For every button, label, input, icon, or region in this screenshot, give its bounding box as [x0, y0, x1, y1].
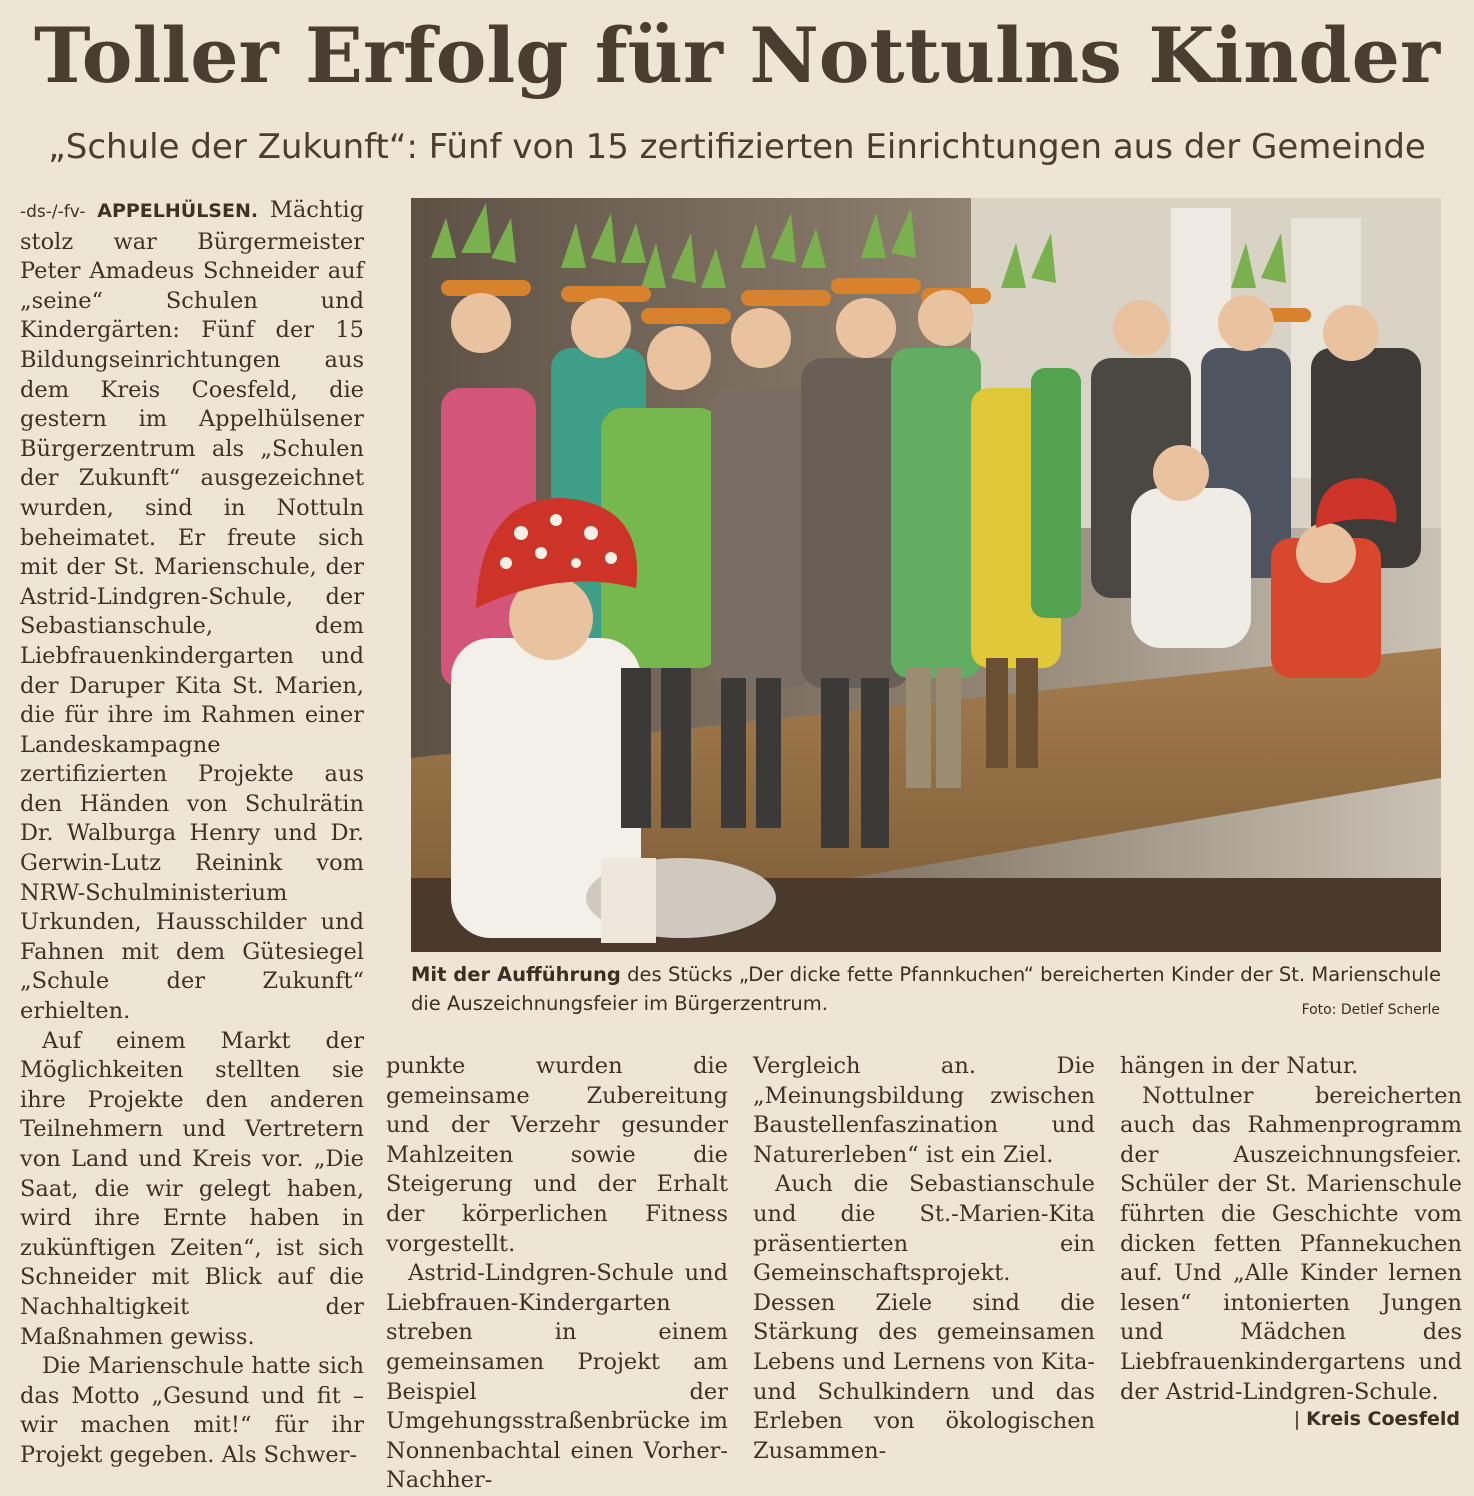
- col3-paragraph-1: Vergleich an. Die „Meinungsbildung zwischen Baustellenfaszination und Naturerleben“ ist ein Ziel.: [753, 1053, 1095, 1168]
- caption-text: des Stücks „Der dicke fette Pfannkuchen“ bereicherten Kinder der St. Marienschule die Auszeichnungsfeier im Bürgerzentrum.: [411, 963, 1441, 1015]
- source-divider: |: [1293, 1408, 1301, 1430]
- article-column-4: [1120, 1052, 1462, 1407]
- col4-paragraph-1: hängen in der Natur.: [1120, 1053, 1359, 1079]
- article-column-2: [386, 1052, 728, 1496]
- paragraph-1: [20, 196, 364, 1027]
- headline: Toller Erfolg für Nottulns Kinder: [33, 11, 1441, 100]
- col2-paragraph-1: punkte wurden die gemeinsame Zubereitung und der Verzehr gesunder Mahlzeiten sowie die Steigerung und der Erhalt der körperlichen Fitness vorgestellt.: [386, 1053, 728, 1257]
- photo-children-performance: [411, 198, 1441, 952]
- paragraph-1-text: Mächtig stolz war Bürgermeister Peter Amadeus Schneider auf „seine“ Schulen und Kindergärten: Fünf der 15 Bildungseinrichtungen aus dem Kreis Coesfeld, die gestern im Appelhülsener Bürgerzentrum als „Schulen der Zukunft“ ausgezeichnet wurden, sind in Nottuln beheimatet. Er freute sich mit der St. Marienschule, der Astrid-Lindgren-Schule, der Sebastianschule, dem Liebfrauenkindergarten und der Daruper Kita St. Marien, die für ihre im Rahmen einer Landeskampagne zertifizierten Projekte aus den Händen von Schulrätin Dr. Walburga Henry und Dr. Gerwin-Lutz Reinink vom NRW-Schulministerium Urkunden, Hausschilder und Fahnen mit dem Gütesiegel „Schule der Zukunft“ erhielten.: [20, 197, 365, 1025]
- caption-lead: Mit der Aufführung: [411, 963, 621, 986]
- col3-paragraph-2: Auch die Sebastianschule und die St.-Marien-Kita präsentierten ein Gemeinschaftsprojekt. Dessen Ziele sind die Stärkung des gemeinsamen Lebens und Lernens von Kita- und Schulkindern und das Erleben von ökologischen Zusammen-: [753, 1171, 1095, 1464]
- col2-paragraph-2: Astrid-Lindgren-Schule und Liebfrauen-Kindergarten streben in einem gemeinsamen Projekt am Beispiel der Umgehungsstraßenbrücke im Nonnenbachtal einen Vorher-Nachher-: [386, 1260, 728, 1494]
- photo-credit: Foto: Detlef Scherle: [1301, 1002, 1440, 1018]
- source-text: Kreis Coesfeld: [1306, 1408, 1460, 1430]
- article-column-3: [753, 1052, 1095, 1466]
- place-name: APPELHÜLSEN.: [97, 200, 259, 222]
- paragraph-2: Auf einem Markt der Möglichkeiten stellten sie ihre Projekte den anderen Teilnehmern und Vertretern von Land und Kreis vor. „Die Saat, die wir gelegt haben, wird ihre Ernte haben in zukünftigen Zeiten“, ist sich Schneider mit Blick auf die Nachhaltigkeit der Maßnahmen gewiss.: [20, 1027, 364, 1350]
- dateline: -ds-/-fv-: [20, 202, 86, 222]
- paragraph-3: Die Marienschule hatte sich das Motto „Gesund und fit – wir machen mit!“ für ihr Projekt gegeben. Als Schwer-: [20, 1353, 364, 1468]
- article-column-1: [20, 196, 364, 1471]
- subheadline: „Schule der Zukunft“: Fünf von 15 zertifizierten Einrichtungen aus der Gemeinde: [48, 127, 1426, 167]
- col4-paragraph-2: Nottulner bereicherten auch das Rahmenprogramm der Auszeichnungsfeier. Schüler der St. Marienschule führten die Geschichte vom dicken fetten Pfannekuchen auf. Und „Alle Kinder lernen lesen“ intonierten Jungen und Mädchen des Liebfrauenkindergartens und der Astrid-Lindgren-Schule.: [1120, 1082, 1462, 1405]
- photo-caption: [411, 960, 1441, 1018]
- source-tag: [1294, 1408, 1460, 1430]
- article-photo: [411, 198, 1441, 952]
